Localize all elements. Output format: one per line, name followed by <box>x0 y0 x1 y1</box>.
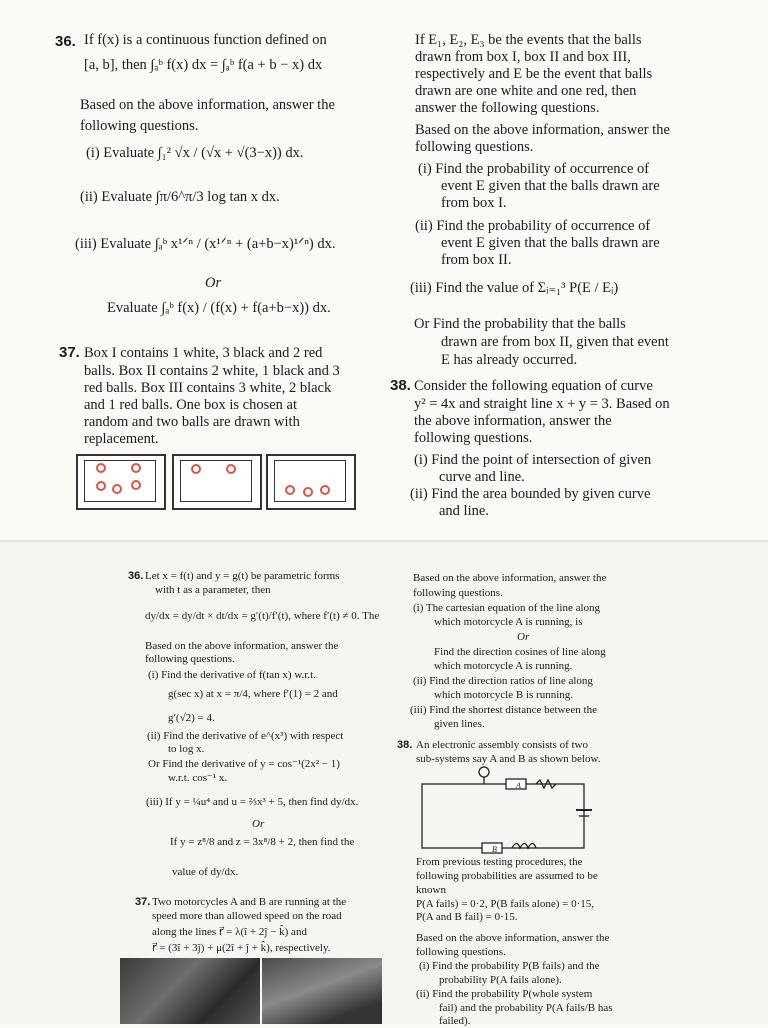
text-line: which motorcycle A is running, is <box>434 616 583 628</box>
box-three <box>266 454 356 510</box>
sub-question: (i) Find the derivative of f(tan x) w.r.t. <box>148 669 316 681</box>
text-line: following questions. <box>416 946 506 958</box>
text-line: fail) and the probability P(A fails/B has <box>439 1002 613 1014</box>
circuit-wire <box>422 784 584 848</box>
box-two <box>172 454 262 510</box>
question-number: 38. <box>397 739 413 751</box>
ball <box>320 485 330 495</box>
text-line: and 1 red balls. One box is chosen at <box>84 397 298 413</box>
formula-line: dy/dx = dy/dt × dt/dx = g′(t)/f′(t), where f′(t) ≠ 0. The <box>145 610 380 622</box>
ball <box>131 480 141 490</box>
text-line: drawn from box I, box II and box III, <box>415 49 631 65</box>
text-line: Find the direction cosines of line along <box>434 646 606 658</box>
or-label: Or <box>252 818 265 830</box>
question-number: 37. <box>59 344 80 361</box>
text-line: event E given that the balls drawn are <box>441 235 660 251</box>
sub-question: Evaluate ∫ₐᵇ f(x) / (f(x) + f(a+b−x)) dx. <box>107 300 331 316</box>
text-line: drawn are from box II, given that event <box>441 334 669 350</box>
motorcycle-photo <box>262 958 382 1024</box>
text-line: given lines. <box>434 718 485 730</box>
text-line: drawn are one white and one red, then <box>415 83 637 99</box>
box-one <box>76 454 166 510</box>
ball <box>303 487 313 497</box>
text-line: P(A and B fail) = 0·15. <box>416 911 518 923</box>
text-line: g′(√2) = 4. <box>168 712 215 724</box>
text-line: If f(x) is a continuous function defined on <box>84 32 327 48</box>
text-line: following questions. <box>145 653 235 665</box>
text-line: P(A fails) = 0·2, P(B fails alone) = 0·15, <box>416 898 594 910</box>
sub-question: (ii) Find the area bounded by given curve <box>410 486 651 502</box>
text-line: g(sec x) at x = π/4, where f′(1) = 2 and <box>168 688 338 700</box>
sub-question: (i) Find the probability P(B fails) and the <box>419 960 600 972</box>
ball <box>131 463 141 473</box>
circuit-diagram <box>412 762 612 858</box>
label-a: A <box>516 781 521 790</box>
text-line: curve and line. <box>439 469 525 485</box>
text-line: Based on the above information, answer the <box>415 122 670 138</box>
text-line: y² = 4x and straight line x + y = 3. Based on <box>414 396 670 412</box>
text-line: Two motorcycles A and B are running at the <box>152 896 347 908</box>
text-line: answer the following questions. <box>415 100 600 116</box>
text-line: known <box>416 884 446 896</box>
text-line: Box I contains 1 white, 3 black and 2 red <box>84 345 323 361</box>
ball <box>96 481 106 491</box>
text-line: and line. <box>439 503 489 519</box>
text-line: r⃗ = (3î + 3ĵ) + μ(2î + ĵ + k̂), respectively. <box>152 942 331 954</box>
text-line: E has already occurred. <box>441 352 578 368</box>
question-number: 37. <box>135 896 151 908</box>
text-line: An electronic assembly consists of two <box>416 739 588 751</box>
text-line: red balls. Box III contains 3 white, 2 black <box>84 380 332 396</box>
text-line: balls. Box II contains 2 white, 1 black and 3 <box>84 363 340 379</box>
sub-question: (i) Evaluate ∫₁² √x / (√x + √(3−x)) dx. <box>86 145 304 161</box>
text-line: event E given that the balls drawn are <box>441 178 660 194</box>
text-line: Based on the above information, answer the <box>413 572 607 584</box>
text-line: to log x. <box>168 743 205 755</box>
ball <box>96 463 106 473</box>
sub-question: (ii) Find the direction ratios of line along <box>413 675 593 687</box>
text-line: from box II. <box>441 252 512 268</box>
text-line: Or Find the probability that the balls <box>414 316 626 332</box>
ball <box>285 485 295 495</box>
text-line: Or Find the derivative of y = cos⁻¹(2x² − 1) <box>148 758 340 770</box>
sub-question: (ii) Find the probability P(whole system <box>416 988 593 1000</box>
sub-question: (iii) If y = ¼u⁴ and u = ⅔x³ + 5, then find dy/dx. <box>146 796 359 808</box>
text-line: If E₁, E₂, E₃ be the events that the balls <box>415 32 642 48</box>
label-b: B <box>492 845 497 854</box>
text-line: Based on the above information, answer the <box>416 932 610 944</box>
text-line: following probabilities are assumed to be <box>416 870 598 882</box>
text-line: along the lines r⃗ = λ(î + 2ĵ − k̂) and <box>152 926 307 938</box>
text-line: following questions. <box>413 587 503 599</box>
text-line: Based on the above information, answer the <box>80 97 335 113</box>
text-line: the above information, answer the <box>414 413 612 429</box>
text-line: Consider the following equation of curve <box>414 378 653 394</box>
sub-question: (ii) Find the derivative of e^(x³) with respect <box>147 730 344 742</box>
text-line: following questions. <box>414 430 533 446</box>
ball <box>226 464 236 474</box>
text-line: with t as a parameter, then <box>155 584 271 596</box>
sub-question: (iii) Find the shortest distance between the <box>410 704 597 716</box>
text-line: [a, b], then ∫ₐᵇ f(x) dx = ∫ₐᵇ f(a + b − x) dx <box>84 57 323 73</box>
text-line: replacement. <box>84 431 159 447</box>
text-line: which motorcycle B is running. <box>434 689 574 701</box>
bulb-icon <box>479 767 489 777</box>
text-line: sub-systems say A and B as shown below. <box>416 753 601 765</box>
question-number: 36. <box>128 570 144 582</box>
motorcycle-photo <box>120 958 260 1024</box>
sub-question: (ii) Evaluate ∫π/6^π/3 log tan x dx. <box>80 189 280 205</box>
sub-question: (iii) Find the value of Σᵢ₌₁³ P(E / Eᵢ) <box>410 280 619 296</box>
text-line: value of dy/dx. <box>172 866 239 878</box>
text-line: random and two balls are drawn with <box>84 414 300 430</box>
question-number: 38. <box>390 377 411 394</box>
text-line: following questions. <box>415 139 534 155</box>
ball <box>112 484 122 494</box>
text-line: from box I. <box>441 195 507 211</box>
sub-question: (iii) Evaluate ∫ₐᵇ x¹ᐟⁿ / (x¹ᐟⁿ + (a+b−x)¹ᐟⁿ) dx. <box>75 236 336 252</box>
sub-question: (i) The cartesian equation of the line along <box>413 602 601 614</box>
text-line: probability P(A fails alone). <box>439 974 562 986</box>
or-label: Or <box>517 631 530 643</box>
lower-page-background <box>0 542 768 1024</box>
text-line: speed more than allowed speed on the road <box>152 910 342 922</box>
ball <box>191 464 201 474</box>
sub-question: (ii) Find the probability of occurrence of <box>415 218 651 234</box>
or-label: Or <box>205 275 222 291</box>
sub-question: (i) Find the point of intersection of given <box>414 452 652 468</box>
sub-question: (i) Find the probability of occurrence of <box>418 161 650 177</box>
text-line: which motorcycle A is running. <box>434 660 573 672</box>
text-line: If y = z⁸/8 and z = 3x⁸/8 + 2, then find the <box>170 836 355 848</box>
text-line: Let x = f(t) and y = g(t) be parametric forms <box>145 570 340 582</box>
text-line: failed). <box>439 1015 471 1027</box>
text-line: respectively and E be the event that balls <box>415 66 653 82</box>
text-line: following questions. <box>80 118 199 134</box>
text-line: From previous testing procedures, the <box>416 856 583 868</box>
inductor-icon <box>512 844 536 849</box>
text-line: w.r.t. cos⁻¹ x. <box>168 772 228 784</box>
text-line: Based on the above information, answer the <box>145 640 339 652</box>
question-number: 36. <box>55 33 76 50</box>
